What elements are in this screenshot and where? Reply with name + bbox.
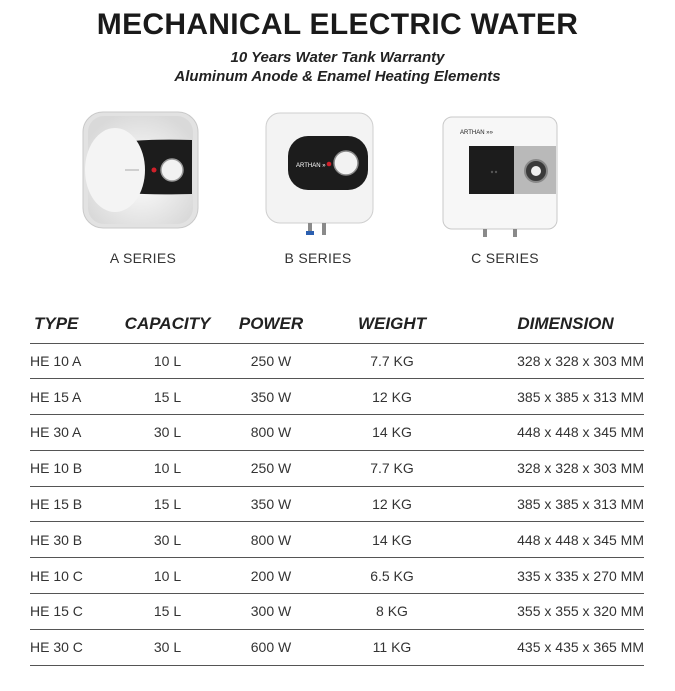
table-row (30, 522, 644, 558)
cell-weight: 11 KG (317, 629, 467, 665)
cell-weight: 14 KG (317, 522, 467, 558)
cell-type: HE 10 B (30, 450, 110, 486)
cell-dimension: 328 x 328 x 303 MM (467, 450, 644, 486)
cell-type: HE 30 A (30, 415, 110, 451)
header-capacity: CAPACITY (110, 305, 225, 343)
cell-power: 200 W (225, 558, 317, 594)
cell-power: 250 W (225, 450, 317, 486)
header-power: POWER (225, 305, 317, 343)
table-row (30, 629, 644, 665)
cell-type: HE 15 C (30, 594, 110, 630)
cell-type: HE 10 C (30, 558, 110, 594)
heater-b-image (262, 110, 377, 240)
svg-text:ARTHAN »»: ARTHAN »» (460, 130, 493, 136)
cell-dimension: 328 x 328 x 303 MM (467, 343, 644, 379)
cell-capacity: 10 L (110, 558, 225, 594)
cell-capacity: 10 L (110, 343, 225, 379)
series-b-label: B SERIES (284, 250, 352, 266)
cell-capacity: 15 L (110, 594, 225, 630)
cell-weight: 7.7 KG (317, 343, 467, 379)
page-title: MECHANICAL ELECTRIC WATER (96, 8, 579, 41)
header-dimension: DIMENSION (467, 305, 644, 343)
heater-a-image (80, 108, 202, 232)
cell-power: 300 W (225, 594, 317, 630)
cell-power: 250 W (225, 343, 317, 379)
cell-weight: 8 KG (317, 594, 467, 630)
cell-dimension: 435 x 435 x 365 MM (467, 629, 644, 665)
table-row (30, 415, 644, 451)
table-row (30, 379, 644, 415)
header-type: TYPE (30, 305, 110, 343)
cell-capacity: 30 L (110, 629, 225, 665)
spec-table (30, 305, 644, 666)
heater-c-image (440, 114, 560, 238)
cell-power: 800 W (225, 522, 317, 558)
cell-dimension: 385 x 385 x 313 MM (467, 486, 644, 522)
cell-dimension: 448 x 448 x 345 MM (467, 415, 644, 451)
cell-capacity: 10 L (110, 450, 225, 486)
cell-type: HE 15 A (30, 379, 110, 415)
cell-type: HE 10 A (30, 343, 110, 379)
cell-type: HE 30 C (30, 629, 110, 665)
warranty-subtitle: 10 Years Water Tank Warranty (230, 49, 445, 66)
table-header-row (30, 305, 644, 343)
table-row (30, 450, 644, 486)
cell-capacity: 30 L (110, 522, 225, 558)
table-row (30, 343, 644, 379)
cell-weight: 12 KG (317, 486, 467, 522)
cell-power: 350 W (225, 486, 317, 522)
cell-dimension: 355 x 355 x 320 MM (467, 594, 644, 630)
cell-type: HE 15 B (30, 486, 110, 522)
cell-weight: 12 KG (317, 379, 467, 415)
features-subtitle: Aluminum Anode & Enamel Heating Elements (174, 68, 501, 85)
cell-power: 350 W (225, 379, 317, 415)
cell-weight: 6.5 KG (317, 558, 467, 594)
cell-dimension: 335 x 335 x 270 MM (467, 558, 644, 594)
cell-dimension: 385 x 385 x 313 MM (467, 379, 644, 415)
table-row (30, 486, 644, 522)
series-a-label: A SERIES (109, 250, 177, 266)
cell-capacity: 15 L (110, 486, 225, 522)
cell-power: 800 W (225, 415, 317, 451)
cell-power: 600 W (225, 629, 317, 665)
cell-type: HE 30 B (30, 522, 110, 558)
cell-capacity: 30 L (110, 415, 225, 451)
header-weight: WEIGHT (317, 305, 467, 343)
table-row (30, 594, 644, 630)
cell-weight: 7.7 KG (317, 450, 467, 486)
table-row (30, 558, 644, 594)
cell-dimension: 448 x 448 x 345 MM (467, 522, 644, 558)
cell-capacity: 15 L (110, 379, 225, 415)
svg-text:ARTHAN »: ARTHAN » (296, 163, 326, 169)
cell-weight: 14 KG (317, 415, 467, 451)
series-c-label: C SERIES (471, 250, 539, 266)
